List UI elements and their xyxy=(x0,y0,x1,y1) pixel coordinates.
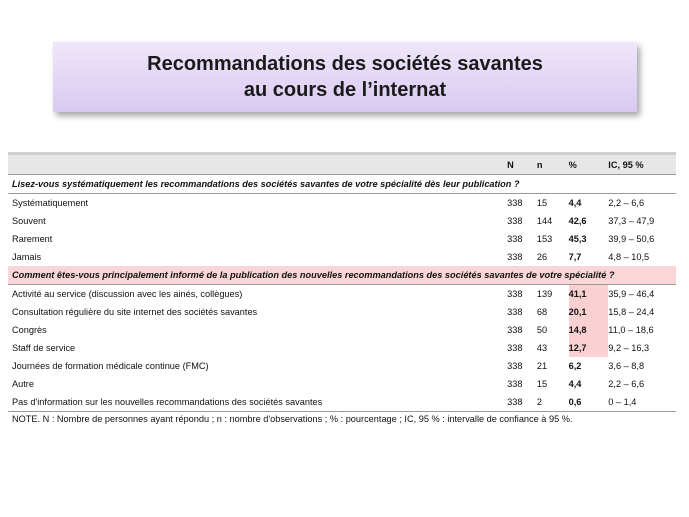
row-pct: 4,4 xyxy=(568,379,582,389)
row-N: 338 xyxy=(507,343,523,353)
row-ic: 4,8 – 10,5 xyxy=(608,252,650,262)
row-n: 26 xyxy=(536,252,548,262)
question-2: Comment êtes-vous principalement informé de la publication des nouvelles recommandations des sociétés savantes de votre spécialité ? xyxy=(8,266,676,285)
row-ic: 2,2 – 6,6 xyxy=(608,198,645,208)
row-ic: 15,8 – 24,4 xyxy=(608,307,655,317)
question-1-row xyxy=(8,175,676,194)
row-ic: 39,9 – 50,6 xyxy=(608,234,655,244)
slide-title-line-1: Recommandations des sociétés savantes xyxy=(147,53,543,75)
table-row xyxy=(8,212,676,230)
row-n: 2 xyxy=(537,393,569,412)
row-N: 338 xyxy=(507,361,523,371)
row-pct: 7,7 xyxy=(568,252,582,262)
table-row xyxy=(8,357,676,375)
table-row xyxy=(8,321,676,339)
row-pct: 41,1 xyxy=(569,285,609,304)
row-ic: 2,2 – 6,6 xyxy=(608,379,645,389)
row-ic: 11,0 – 18,6 xyxy=(608,325,654,335)
row-N: 338 xyxy=(507,252,523,262)
row-n: 144 xyxy=(536,216,553,226)
row-pct: 14,8 xyxy=(569,321,609,339)
header-label xyxy=(8,155,507,175)
row-label: Systématiquement xyxy=(12,198,89,208)
survey-table-container xyxy=(8,152,676,424)
row-ic: 35,9 – 46,4 xyxy=(608,289,655,299)
row-n: 68 xyxy=(536,307,548,317)
row-label: Pas d'information sur les nouvelles recommandations des sociétés savantes xyxy=(8,393,507,412)
row-label: Congrès xyxy=(12,325,47,335)
row-label: Activité au service (discussion avec les ainés, collègues) xyxy=(12,289,243,299)
table-row xyxy=(8,194,676,213)
table-header-row xyxy=(8,155,676,175)
table-row xyxy=(8,285,676,304)
row-pct: 12,7 xyxy=(569,339,609,357)
header-n: n xyxy=(537,155,569,175)
survey-table xyxy=(8,155,676,412)
row-ic: 9,2 – 16,3 xyxy=(608,343,650,353)
row-n: 15 xyxy=(536,198,548,208)
row-N: 338 xyxy=(507,379,523,389)
row-pct: 20,1 xyxy=(569,303,609,321)
slide-title-line-2: au cours de l’internat xyxy=(243,79,447,101)
row-N: 338 xyxy=(507,216,523,226)
row-N: 338 xyxy=(507,393,537,412)
row-label: Autre xyxy=(12,379,34,389)
row-pct: 0,6 xyxy=(569,393,609,412)
row-n: 21 xyxy=(536,361,548,371)
row-n: 50 xyxy=(536,325,548,335)
row-pct: 45,3 xyxy=(568,234,587,244)
header-N: N xyxy=(507,155,537,175)
row-N: 338 xyxy=(507,289,523,299)
table-row xyxy=(8,339,676,357)
table-row xyxy=(8,230,676,248)
row-N: 338 xyxy=(507,325,523,335)
row-N: 338 xyxy=(507,234,523,244)
row-label: Journées de formation médicale continue (FMC) xyxy=(12,361,209,371)
table-note: NOTE. N : Nombre de personnes ayant répondu ; n : nombre d'observations ; % : pourcentage ; IC, 95 % : intervalle de confiance à 95 %. xyxy=(12,414,573,424)
table-row xyxy=(8,375,676,393)
table-row xyxy=(8,303,676,321)
row-ic: 3,6 – 8,8 xyxy=(608,361,645,371)
row-label: Souvent xyxy=(12,216,46,226)
row-n: 43 xyxy=(536,343,548,353)
slide-title-box xyxy=(53,42,637,112)
question-2-row xyxy=(8,266,676,285)
row-n: 139 xyxy=(536,289,553,299)
row-label: Consultation régulière du site internet des sociétés savantes xyxy=(12,307,258,317)
header-ic: IC, 95 % xyxy=(608,155,676,175)
row-pct: 4,4 xyxy=(568,198,582,208)
row-n: 153 xyxy=(536,234,553,244)
header-pct: % xyxy=(569,155,609,175)
row-n: 15 xyxy=(536,379,548,389)
row-ic: 0 – 1,4 xyxy=(608,393,676,412)
row-label: Staff de service xyxy=(12,343,76,353)
table-row xyxy=(8,393,676,412)
row-pct: 6,2 xyxy=(568,361,582,371)
table-row xyxy=(8,248,676,266)
row-N: 338 xyxy=(507,198,523,208)
question-1: Lisez-vous systématiquement les recommandations des sociétés savantes de votre spécialité dès leur publication ? xyxy=(8,175,676,194)
row-label: Jamais xyxy=(12,252,42,262)
row-N: 338 xyxy=(507,307,523,317)
row-pct: 42,6 xyxy=(568,216,587,226)
row-label: Rarement xyxy=(12,234,53,244)
row-ic: 37,3 – 47,9 xyxy=(608,216,655,226)
